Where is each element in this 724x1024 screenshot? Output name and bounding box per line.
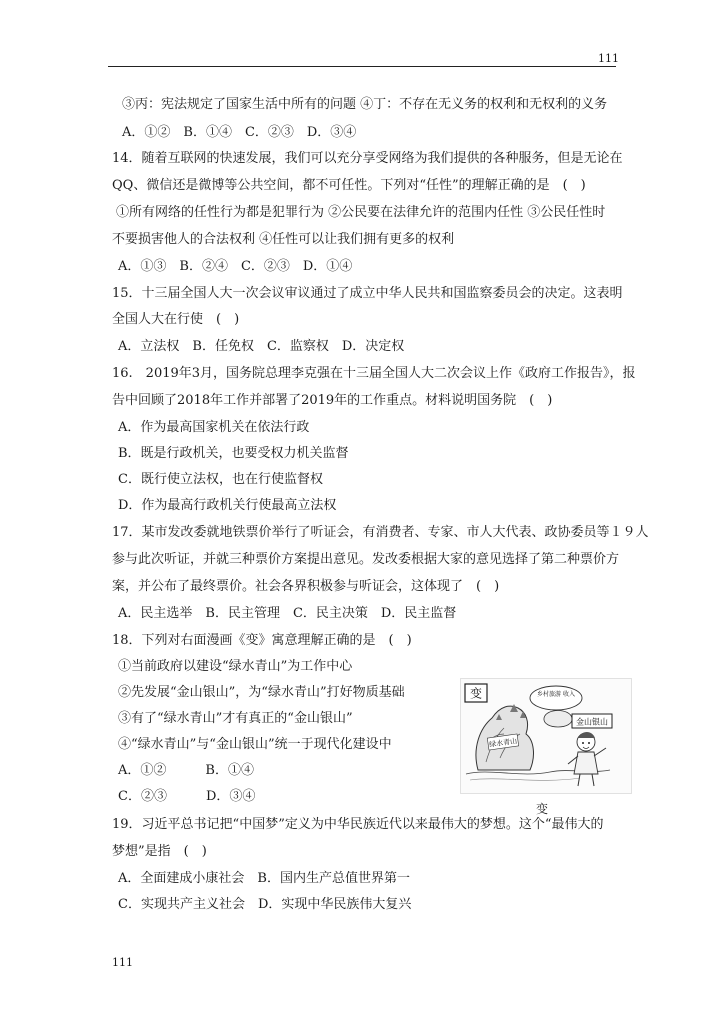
q16-stem-line: 16. 2019年3月，国务院总理李克强在十三届全国人大二次会议上作《政府工作报告》，报 xyxy=(112,366,636,381)
q18-item: ②先发展“金山银山”，为“绿水青山”打好物质基础 xyxy=(118,685,405,700)
q13-options: A．①② B．①④ C．②③ D．③④ xyxy=(122,125,357,140)
q19-option: A．全面建成小康社会 B．国内生产总值世界第一 xyxy=(118,871,410,886)
cartoon-sign-top: 乡村旅游 收入 xyxy=(537,691,575,698)
cartoon-sign-left: 绿水青山 xyxy=(488,737,518,749)
header-rule xyxy=(108,66,616,67)
cartoon-title-box: 变 xyxy=(469,686,483,701)
q16-stem-line: 告中回顾了2018年工作并部署了2019年的工作重点。材料说明国务院 ( ) xyxy=(112,393,553,408)
q15-stem-line: 15．十三届全国人大一次会议审议通过了成立中华人民共和国监察委员会的决定。这表明 xyxy=(112,286,623,301)
footer-page-number: 111 xyxy=(112,956,133,969)
page-number: 111 xyxy=(598,52,619,65)
q17-stem-line: 案，并公布了最终票价。社会各界积极参与听证会，这体现了 ( ) xyxy=(112,579,500,594)
q18-options: C．②③ D．③④ xyxy=(118,789,256,804)
q18-stem: 18．下列对右面漫画《变》寓意理解正确的是 ( ) xyxy=(112,633,412,648)
q19-stem-line: 19．习近平总书记把“中国梦”定义为中华民族近代以来最伟大的梦想。这个“最伟大的 xyxy=(112,817,604,832)
q19-stem-line: 梦想”是指 ( ) xyxy=(112,844,207,859)
q16-option: A．作为最高国家机关在依法行政 xyxy=(118,420,310,435)
q14-options: A．①③ B．②④ C．②③ D．①④ xyxy=(118,259,353,274)
cartoon-caption: 变 xyxy=(536,802,549,816)
q16-option: B．既是行政机关，也要受权力机关监督 xyxy=(118,446,349,461)
q14-stem-line: 不要损害他人的合法权利 ④任性可以让我们拥有更多的权利 xyxy=(112,232,455,247)
cartoon-illustration xyxy=(460,678,632,794)
q18-item: ④“绿水青山”与“金山银山”统一于现代化建设中 xyxy=(118,737,392,752)
q15-options: A．立法权 B．任免权 C．监察权 D．决定权 xyxy=(118,339,405,354)
q18-item: ③有了“绿水青山”才有真正的“金山银山” xyxy=(118,711,353,726)
q14-stem-line: 14．随着互联网的快速发展，我们可以充分享受网络为我们提供的各种服务，但是无论在 xyxy=(112,151,623,166)
q17-stem-line: 17．某市发改委就地铁票价举行了听证会，有消费者、专家、市人大代表、政协委员等１９人 xyxy=(112,525,649,540)
q14-stem-line: QQ、微信还是微博等公共空间，都不可任性。下列对“任性”的理解正确的是 ( ) xyxy=(112,178,586,193)
q18-options: A．①② B．①④ xyxy=(118,763,254,778)
q17-options: A．民主选举 B．民主管理 C．民主决策 D．民主监督 xyxy=(118,606,457,621)
q15-stem-line: 全国人大在行使 ( ) xyxy=(112,312,240,327)
q16-option: C．既行使立法权，也在行使监督权 xyxy=(118,472,323,487)
q13-item-line: ③丙：宪法规定了国家生活中所有的问题 ④丁：不存在无义务的权利和无权利的义务 xyxy=(122,97,608,112)
q18-item: ①当前政府以建设“绿水青山”为工作中心 xyxy=(118,659,353,674)
q14-stem-line: ①所有网络的任性行为都是犯罪行为 ②公民要在法律允许的范围内任性 ③公民任性时 xyxy=(116,205,606,220)
cartoon-sign-right: 金山银山 xyxy=(576,717,608,727)
q19-option: C．实现共产主义社会 D．实现中华民族伟大复兴 xyxy=(118,897,412,912)
q16-option: D．作为最高行政机关行使最高立法权 xyxy=(118,498,337,513)
q17-stem-line: 参与此次听证，并就三种票价方案提出意见。发改委根据大家的意见选择了第二种票价方 xyxy=(112,552,620,567)
